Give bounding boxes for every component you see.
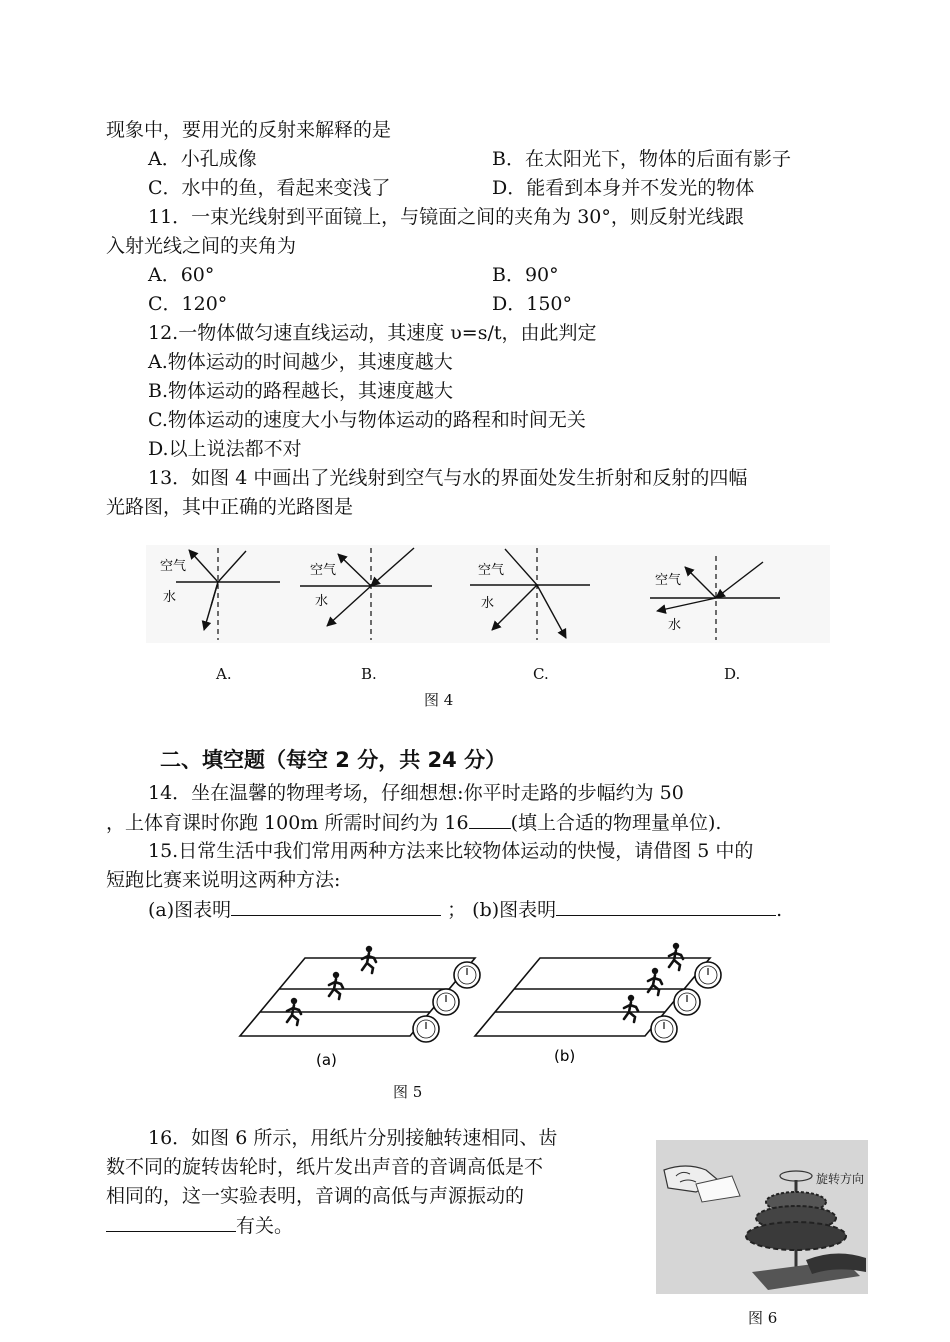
q11-option-b: B．90° bbox=[492, 264, 559, 286]
q15-a-label: (a)图表明 bbox=[148, 899, 232, 921]
section-2-title: 二、填空题（每空 2 分，共 24 分） bbox=[160, 748, 507, 772]
fig5-caption: 图 5 bbox=[393, 1083, 423, 1101]
fig5-label-a: (a) bbox=[316, 1051, 337, 1069]
q15-separator: ； bbox=[447, 899, 467, 921]
q10-stem: 现象中，要用光的反射来解释的是 bbox=[106, 119, 392, 141]
q11-option-c: C．120° bbox=[148, 293, 228, 315]
q15-line2: 短跑比赛来说明这两种方法: bbox=[106, 869, 341, 891]
fig4-label-b: B. bbox=[361, 665, 377, 683]
fig4-label-d: D. bbox=[724, 665, 741, 683]
q16-line4-text: 有关。 bbox=[236, 1215, 294, 1237]
q13-line2: 光路图，其中正确的光路图是 bbox=[106, 496, 354, 518]
q16-answer-blank[interactable] bbox=[106, 1213, 236, 1232]
fig4-b-water-label: 水 bbox=[315, 594, 329, 609]
fig4-label-c: C. bbox=[533, 665, 549, 683]
q16-line3: 相同的，这一实验表明，音调的高低与声源振动的 bbox=[106, 1185, 525, 1207]
fig6-photo bbox=[656, 1140, 868, 1294]
q12-stem: 12.一物体做匀速直线运动，其速度 υ=s/t，由此判定 bbox=[148, 322, 597, 344]
q13-line1: 13．如图 4 中画出了光线射到空气与水的界面处发生折射和反射的四幅 bbox=[148, 467, 748, 489]
q15-line1: 15.日常生活中我们常用两种方法来比较物体运动的快慢，请借图 5 中的 bbox=[148, 840, 754, 862]
fig5-panel-b bbox=[475, 943, 721, 1065]
q16-line2: 数不同的旋转齿轮时，纸片发出声音的音调高低是不 bbox=[106, 1156, 544, 1178]
q12-option-d: D.以上说法都不对 bbox=[148, 438, 302, 460]
fig4-label-a: A. bbox=[216, 665, 232, 683]
q11-option-a: A．60° bbox=[148, 264, 215, 286]
q12-option-a: A.物体运动的时间越少，其速度越大 bbox=[148, 351, 453, 373]
q11-option-d: D．150° bbox=[492, 293, 572, 315]
q11-line1: 11．一束光线射到平面镜上，与镜面之间的夹角为 30°，则反射光线跟 bbox=[148, 206, 744, 228]
fig5-panel-a bbox=[240, 946, 480, 1069]
q16-line1: 16．如图 6 所示，用纸片分别接触转速相同、齿 bbox=[148, 1127, 558, 1149]
q11-line2: 入射光线之间的夹角为 bbox=[106, 235, 297, 257]
fig5-label-b: (b) bbox=[554, 1047, 576, 1065]
q14-line1: 14．坐在温馨的物理考场，仔细想想:你平时走路的步幅约为 50 bbox=[148, 782, 684, 804]
q10-option-a: A．小孔成像 bbox=[148, 148, 257, 170]
q14-line2-suffix: (填上合适的物理量单位). bbox=[510, 812, 722, 834]
fig4-caption: 图 4 bbox=[424, 691, 454, 709]
q14-line2-text: ，上体育课时你跑 100m 所需时间约为 16 bbox=[106, 812, 469, 834]
fig6-drawing bbox=[656, 1140, 868, 1294]
fig4-c-air-label: 空气 bbox=[478, 563, 505, 578]
fig4-a-water-label: 水 bbox=[163, 590, 177, 605]
fig4-d-water-label: 水 bbox=[668, 618, 682, 633]
fig4-d-air-label: 空气 bbox=[655, 573, 682, 588]
q10-option-d: D．能看到本身并不发光的物体 bbox=[492, 177, 755, 199]
q15-end: . bbox=[776, 899, 783, 921]
fig4-b-air-label: 空气 bbox=[310, 563, 337, 578]
q15-b-label: (b)图表明 bbox=[472, 899, 557, 921]
q10-option-c: C．水中的鱼，看起来变浅了 bbox=[148, 177, 391, 199]
fig6-caption: 图 6 bbox=[748, 1309, 778, 1327]
fig4-a-air-label: 空气 bbox=[160, 559, 187, 574]
q16-line4 bbox=[106, 1213, 293, 1238]
q12-option-b: B.物体运动的路程越长，其速度越大 bbox=[148, 380, 454, 402]
q10-option-b: B．在太阳光下，物体的后面有影子 bbox=[492, 148, 791, 170]
fig6-annotation: 旋转方向 bbox=[816, 1172, 865, 1186]
fig4-c-water-label: 水 bbox=[481, 596, 495, 611]
q12-option-c: C.物体运动的速度大小与物体运动的路程和时间无关 bbox=[148, 409, 586, 431]
